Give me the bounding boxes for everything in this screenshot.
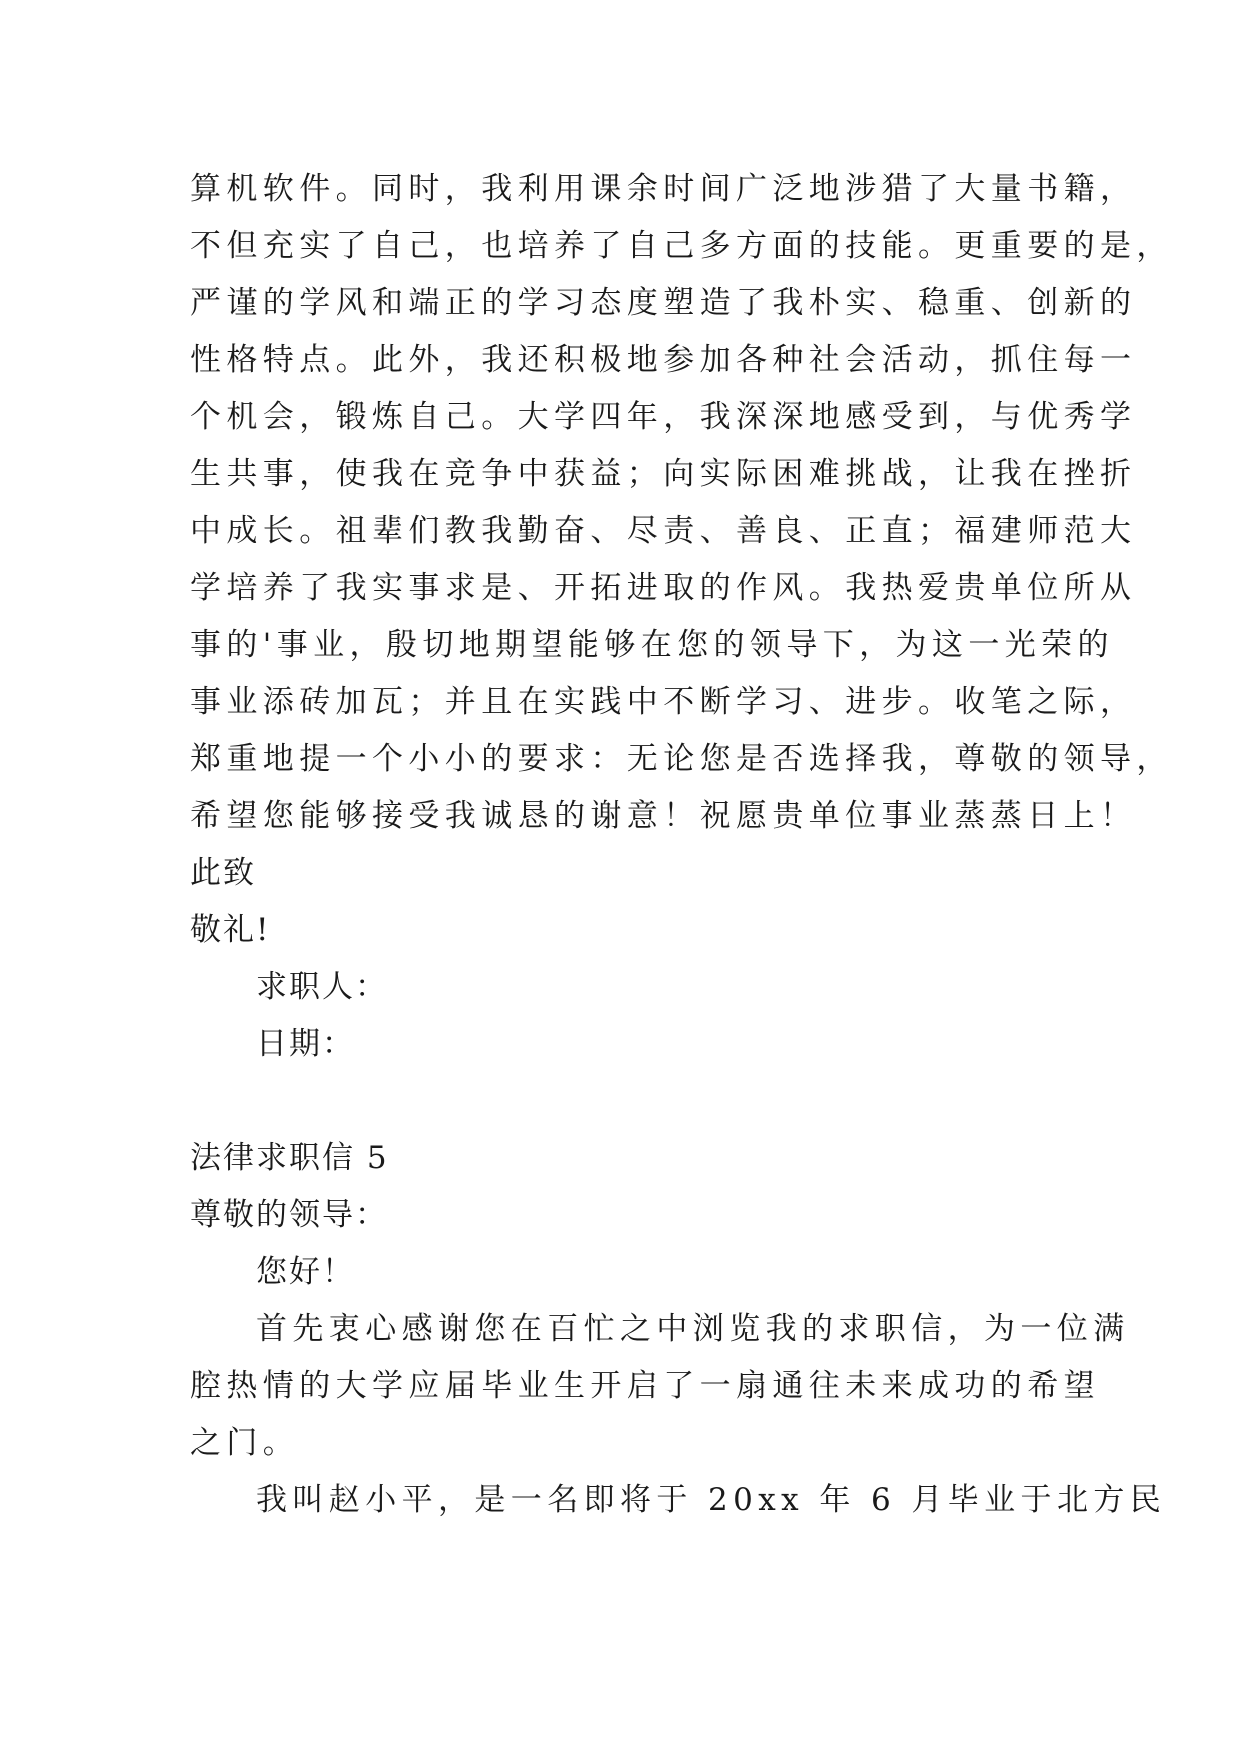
body-text-line: 中成长。祖辈们教我勤奋、尽责、善良、正直；福建师范大 [190,513,1137,549]
body-text-line: 希望您能够接受我诚恳的谢意！祝愿贵单位事业蒸蒸日上！ [190,798,1137,834]
body-text-line: 首先衷心感谢您在百忙之中浏览我的求职信，为一位满 [256,1311,1130,1347]
body-text-line: 个机会，锻炼自己。大学四年，我深深地感受到，与优秀学 [190,399,1137,435]
body-text-line: 不但充实了自己，也培养了自己多方面的技能。更重要的是， [190,228,1173,264]
body-text-line: 生共事，使我在竞争中获益；向实际困难挑战，让我在挫折 [190,456,1137,492]
body-text-line: 郑重地提一个小小的要求：无论您是否选择我，尊敬的领导， [190,741,1173,777]
closing-phrase: 此致 [190,855,256,891]
body-text-line: 事业添砖加瓦；并且在实践中不断学习、进步。收笔之际， [190,684,1137,720]
body-text-line: 性格特点。此外，我还积极地参加各种社会活动，抓住每一 [190,342,1137,378]
section-title: 法律求职信 5 [190,1140,389,1176]
body-text-line: 之门。 [190,1425,300,1461]
body-text-line: 算机软件。同时，我利用课余时间广泛地涉猎了大量书籍， [190,171,1137,207]
date-label: 日期： [256,1026,355,1062]
body-text-line: 腔热情的大学应届毕业生开启了一扇通往未来成功的希望 [190,1368,1100,1404]
applicant-label: 求职人： [256,969,388,1005]
greeting: 您好！ [256,1254,355,1290]
body-text-line: 学培养了我实事求是、开拓进取的作风。我热爱贵单位所从 [190,570,1137,606]
body-text-line: 我叫赵小平，是一名即将于 20xx 年 6 月毕业于北方民 [256,1482,1167,1518]
body-text-line: 严谨的学风和端正的学习态度塑造了我朴实、稳重、创新的 [190,285,1137,321]
body-text-line: 事的'事业，殷切地期望能够在您的领导下，为这一光荣的 [190,627,1114,663]
salutation: 尊敬的领导： [190,1197,388,1233]
closing-salute: 敬礼! [190,912,271,948]
